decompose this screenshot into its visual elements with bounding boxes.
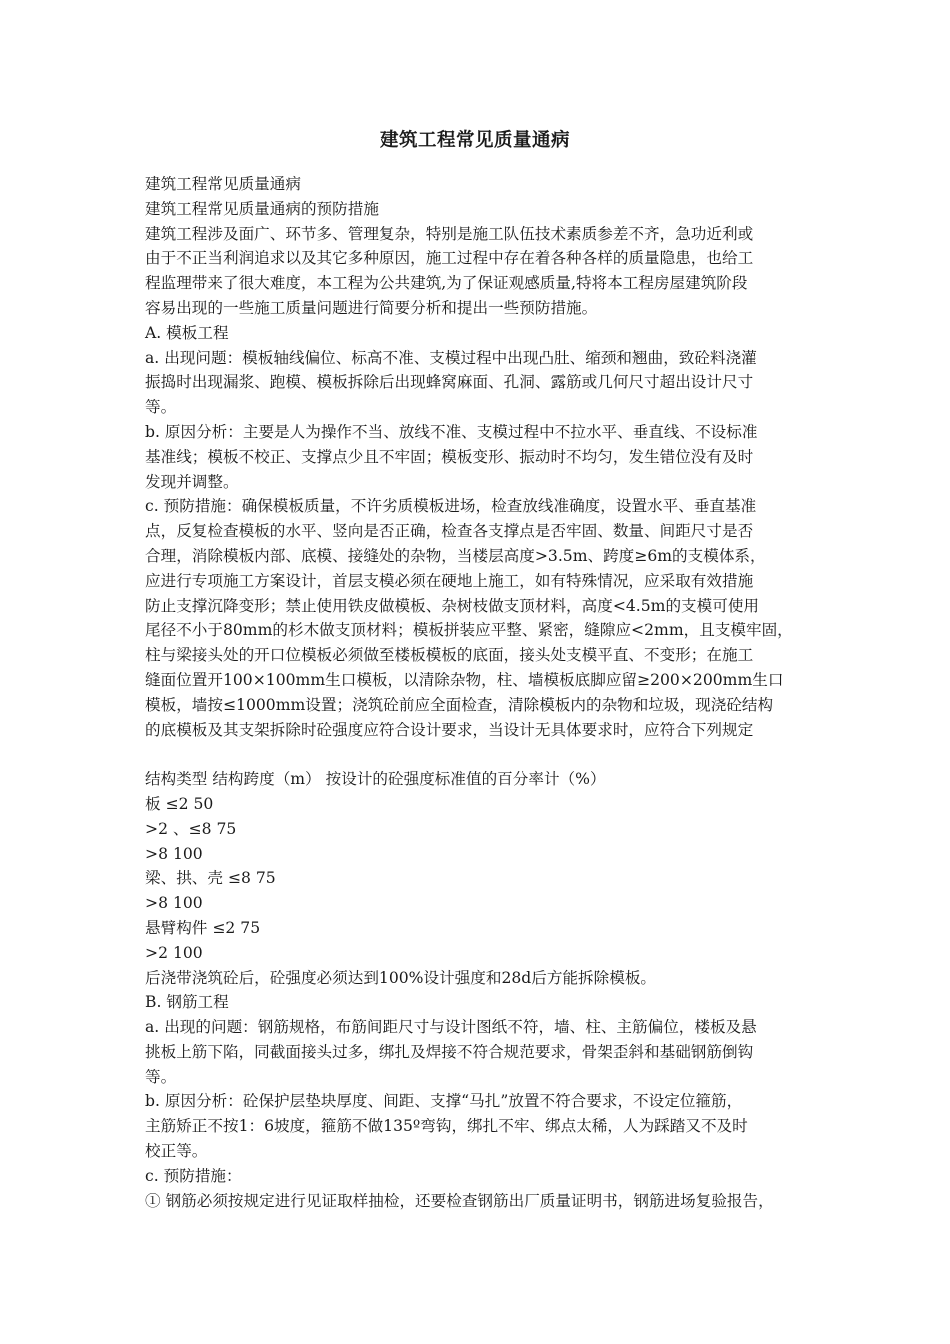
- body-line: B. 钢筋工程: [145, 993, 229, 1012]
- body-line: a. 出现的问题：钢筋规格，布筋间距尺寸与设计图纸不符，墙、柱、主筋偏位，楼板及悬: [145, 1018, 757, 1037]
- body-line: 悬臂构件 ≤2 75: [145, 918, 261, 937]
- body-line: c. 预防措施：确保模板质量，不许劣质模板进场，检查放线准确度，设置水平、垂直基准: [145, 497, 757, 516]
- body-line: 梁、拱、壳 ≤8 75: [145, 869, 276, 888]
- body-line: 建筑工程涉及面广、环节多、管理复杂，特别是施工队伍技术素质参差不齐，急功近利或: [145, 224, 754, 243]
- body-line: 合理，消除模板内部、底模、接缝处的杂物，当楼层高度>3.5m、跨度≥6m的支模体系，: [145, 546, 766, 565]
- body-line: 发现并调整。: [145, 472, 239, 491]
- body-line: 等。: [145, 398, 177, 417]
- body-line: ① 钢筋必须按规定进行见证取样抽检，还要检查钢筋出厂质量证明书，钢筋进场复验报告，: [145, 1191, 774, 1210]
- body-line: 等。: [145, 1067, 177, 1086]
- body-line: A. 模板工程: [145, 323, 229, 342]
- body-line: >8 100: [145, 844, 203, 863]
- body-line: 程监理带来了很大难度，本工程为公共建筑,为了保证观感质量,特将本工程房屋建筑阶段: [145, 274, 748, 293]
- body-line: 基准线；模板不校正、支撑点少且不牢固；模板变形、振动时不均匀，发生错位没有及时: [145, 447, 754, 466]
- body-line: 模板，墙按≤1000mm设置；浇筑砼前应全面检查，清除模板内的杂物和垃圾，现浇砼结构: [145, 695, 774, 714]
- body-line: 校正等。: [145, 1142, 208, 1161]
- body-line: a. 出现问题：模板轴线偏位、标高不准、支模过程中出现凸肚、缩颈和翘曲，致砼料浇灌: [145, 348, 757, 367]
- body-line: 结构类型 结构跨度（m） 按设计的砼强度标准值的百分率计（%）: [145, 770, 606, 789]
- body-line: [145, 742, 815, 767]
- body-line: 点，反复检查模板的水平、竖向是否正确，检查各支撑点是否牢固、数量、间距尺寸是否: [145, 522, 754, 541]
- body-line: b. 原因分析：主要是人为操作不当、放线不准、支模过程中不拉水平、垂直线、不设标准: [145, 422, 758, 441]
- body-line: 缝面位置开100×100mm生口模板，以清除杂物，柱、墙模板底脚应留≥200×200mm生口: [145, 670, 784, 689]
- body-line: >2 100: [145, 943, 203, 962]
- body-line: c. 预防措施：: [145, 1166, 242, 1185]
- body-line: 尾径不小于80mm的杉木做支顶材料；模板拼装应平整、紧密，缝隙应<2mm，且支模牢固，: [145, 621, 793, 640]
- body-line: 容易出现的一些施工质量问题进行简要分析和提出一些预防措施。: [145, 298, 598, 317]
- body-line: 由于不正当利润追求以及其它多种原因，施工过程中存在着各种各样的质量隐患，也给工: [145, 249, 754, 268]
- body-line: 的底模板及其支架拆除时砼强度应符合设计要求，当设计无具体要求时，应符合下列规定: [145, 720, 754, 739]
- body-line: 主筋矫正不按1：6坡度，箍筋不做135º弯钩，绑扎不牢、绑点太稀，人为踩踏又不及时: [145, 1117, 748, 1136]
- body-line: b. 原因分析：砼保护层垫块厚度、间距、支撑“马扎”放置不符合要求，不设定位箍筋，: [145, 1092, 743, 1111]
- body-line: 板 ≤2 50: [145, 794, 214, 813]
- body-line: 防止支撑沉降变形；禁止使用铁皮做模板、杂树枝做支顶材料，高度<4.5m的支模可使用: [145, 596, 760, 615]
- document-title: 建筑工程常见质量通病: [379, 130, 570, 151]
- body-line: 应进行专项施工方案设计，首层支模必须在硬地上施工，如有特殊情况，应采取有效措施: [145, 571, 754, 590]
- body-line: 建筑工程常见质量通病: [145, 175, 301, 193]
- body-line: 建筑工程常见质量通病的预防措施: [145, 199, 379, 218]
- body-line: 后浇带浇筑砼后，砼强度必须达到100%设计强度和28d后方能拆除模板。: [145, 968, 657, 987]
- body-line: >2 、≤8 75: [145, 819, 237, 838]
- body-line: >8 100: [145, 894, 203, 913]
- body-line: 挑板上筋下陷，同截面接头过多，绑扎及焊接不符合规范要求，骨架歪斜和基础钢筋倒钩: [145, 1042, 754, 1061]
- document-body: [145, 172, 815, 1213]
- body-line: 柱与梁接头处的开口位模板必须做至楼板模板的底面，接头处支模平直、不变形；在施工: [145, 646, 754, 665]
- body-line: 振捣时出现漏浆、跑模、模板拆除后出现蜂窝麻面、孔洞、露筋或几何尺寸超出设计尺寸: [145, 373, 754, 392]
